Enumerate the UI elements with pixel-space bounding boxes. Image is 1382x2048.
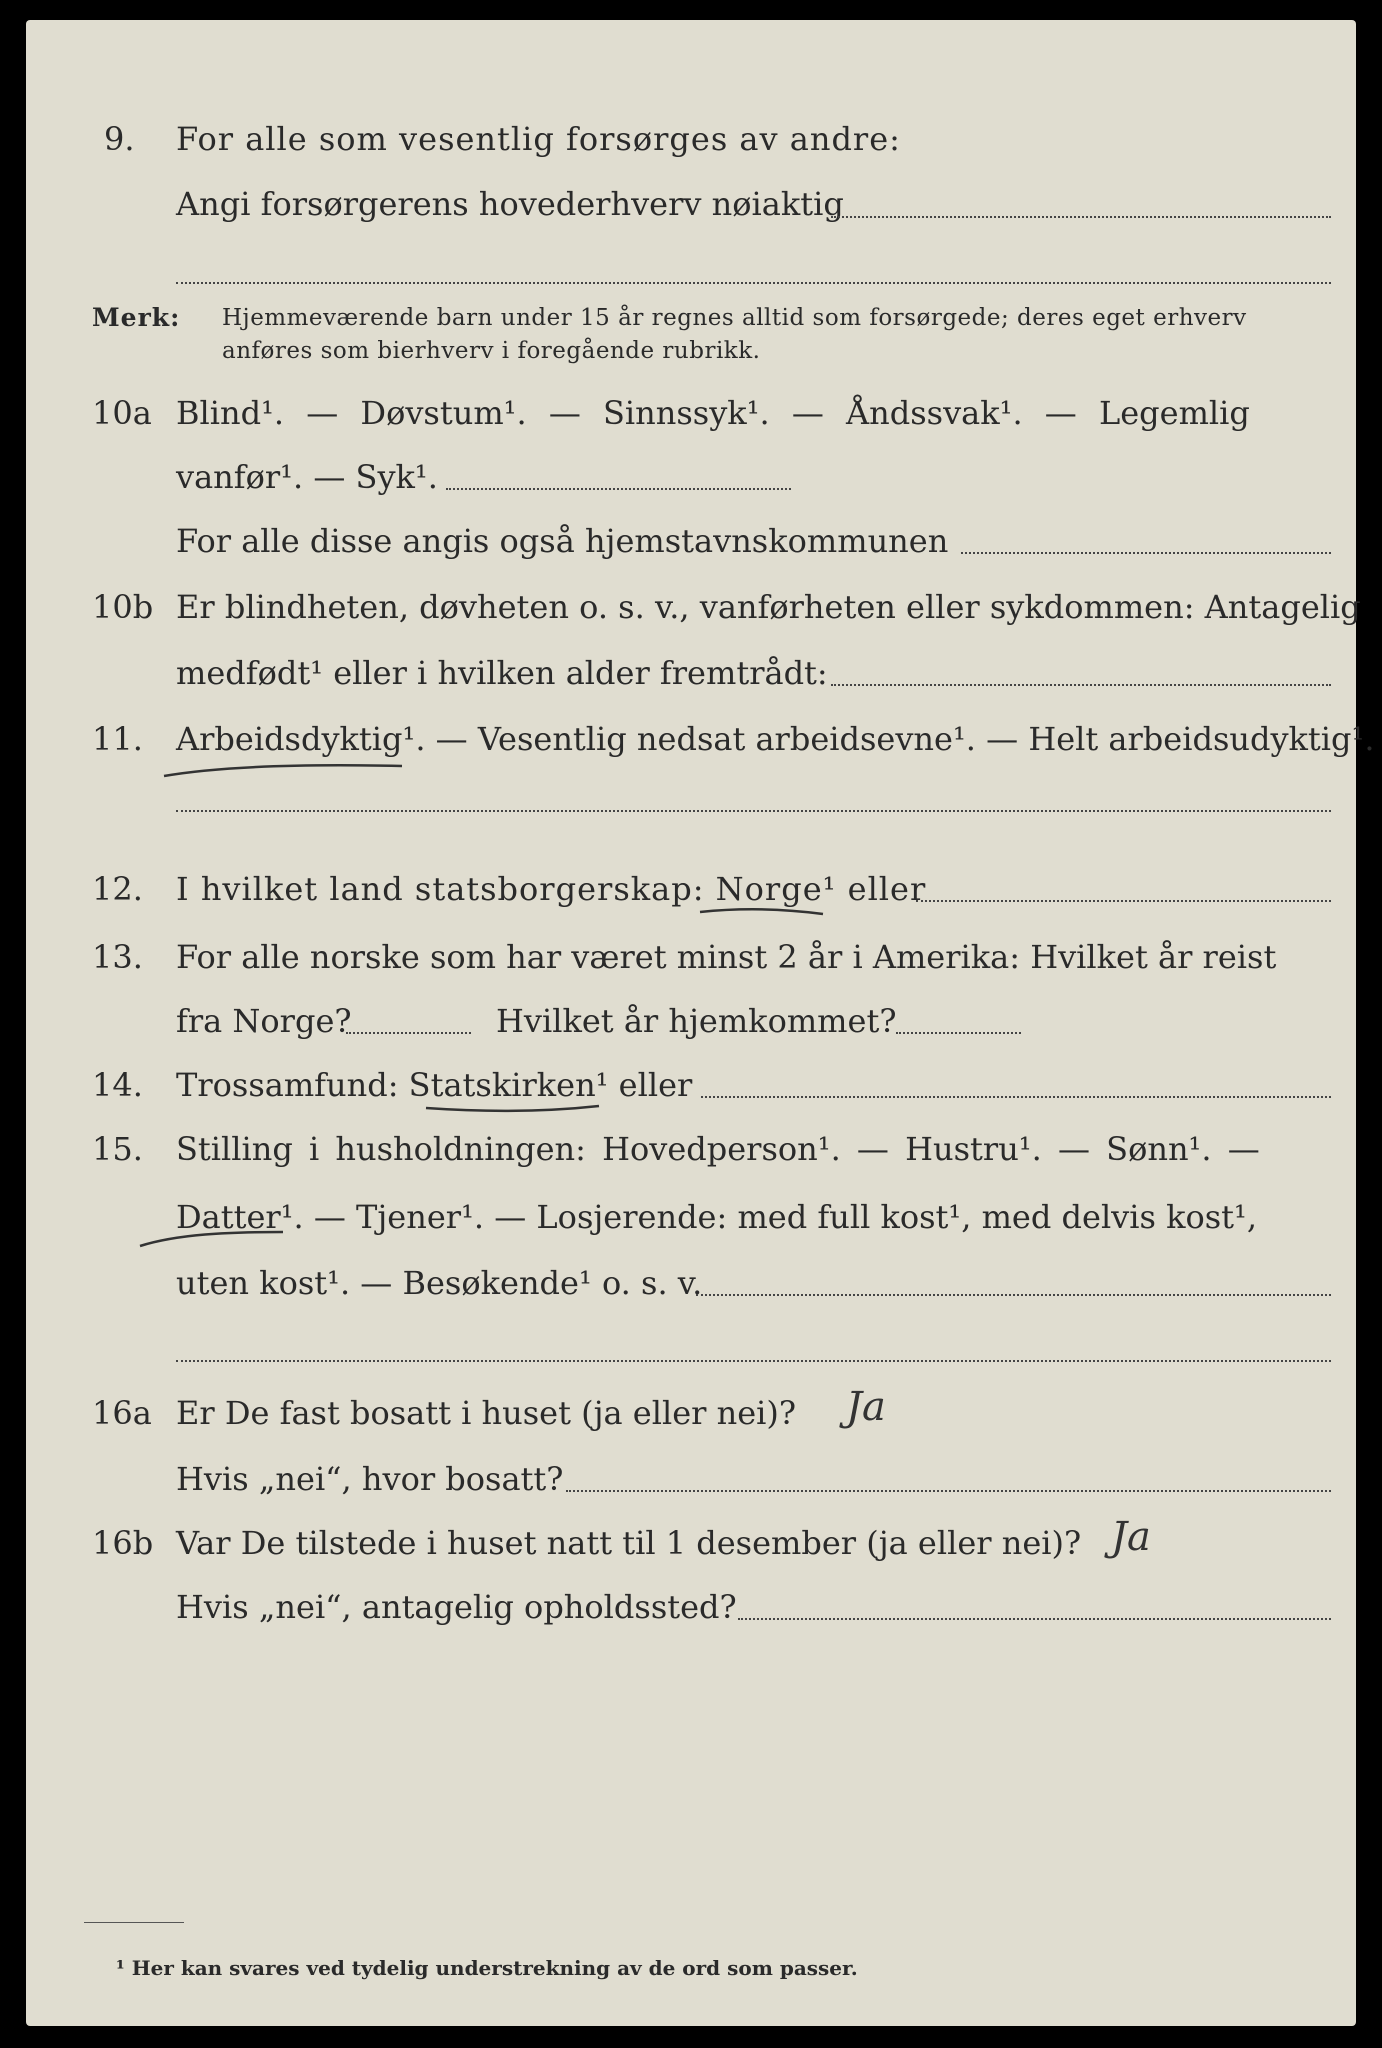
q12-text: I hvilket land statsborgerskap: Norge¹ eller	[176, 870, 927, 908]
q16a-text: Er De fast bosatt i huset (ja eller nei)?	[176, 1394, 797, 1432]
q13-text-2b: Hvilket år hjemkommet?	[496, 1002, 897, 1040]
q12-number: 12.	[92, 870, 143, 908]
q15-text-2: Datter¹. — Tjener¹. — Losjerende: med full kost¹, med delvis kost¹,	[176, 1198, 1258, 1236]
q13-text: For alle norske som har været minst 2 år i Amerika: Hvilket år reist	[176, 938, 1277, 976]
footnote-rule	[84, 1922, 184, 1923]
footnote: ¹ Her kan svares ved tydelig understrekning av de ord som passer.	[116, 1956, 858, 1980]
q15-answer-line	[696, 1294, 1331, 1296]
q15-text-3: uten kost¹. — Besøkende¹ o. s. v.	[176, 1264, 703, 1302]
q10a-number: 10a	[92, 394, 152, 432]
q9-text-2: Angi forsørgerens hovederhverv nøiaktig	[176, 185, 844, 223]
q10a-text-3: For alle disse angis også hjemstavnskommunen	[176, 522, 949, 560]
q10a-hometown-line	[961, 552, 1331, 554]
q15-answer-line-2	[176, 1360, 1331, 1362]
q13-left-year-line	[346, 1032, 471, 1034]
q16b-whereabouts-line	[738, 1618, 1331, 1620]
q11-number: 11.	[92, 720, 143, 758]
q15-number: 15.	[92, 1130, 143, 1168]
q16a-text-2: Hvis „nei“, hvor bosatt?	[176, 1460, 564, 1498]
q10b-text: Er blindheten, døvheten o. s. v., vanførheten eller sykdommen: Antagelig	[176, 588, 1361, 626]
q13-number: 13.	[92, 938, 143, 976]
census-form-page	[26, 20, 1375, 2026]
q10a-answer-line	[446, 488, 791, 490]
q11-handwritten-underline	[162, 758, 412, 788]
q16b-handwritten-answer: Ja	[1111, 1514, 1151, 1560]
q13-text-2a: fra Norge?	[176, 1002, 352, 1040]
q9-number: 9.	[104, 120, 135, 158]
q16a-number: 16a	[92, 1394, 152, 1432]
q16b-text: Var De tilstede i huset natt til 1 desember (ja eller nei)?	[176, 1524, 1082, 1562]
q10a-text-2: vanfør¹. — Syk¹.	[176, 458, 438, 496]
q10b-number: 10b	[92, 588, 154, 626]
q9-answer-line	[831, 216, 1331, 218]
q15-handwritten-underline	[138, 1224, 288, 1254]
q11-answer-line	[176, 810, 1331, 812]
merk-note-line-2: anføres som bierhverv i foregående rubrikk.	[222, 338, 761, 364]
q12-answer-line	[916, 900, 1331, 902]
merk-note-line-1: Hjemmeværende barn under 15 år regnes alltid som forsørgede; deres eget erhverv	[222, 305, 1247, 331]
merk-label: Merk:	[92, 303, 181, 332]
q9-text: For alle som vesentlig forsørges av andre:	[176, 120, 901, 158]
q16b-text-2: Hvis „nei“, antagelig opholdssted?	[176, 1588, 737, 1626]
q14-answer-line	[701, 1096, 1331, 1098]
q10b-answer-line	[831, 684, 1331, 686]
q13-return-year-line	[896, 1032, 1021, 1034]
q14-text: Trossamfund: Statskirken¹ eller	[176, 1066, 693, 1104]
q11-text: Arbeidsdyktig¹. — Vesentlig nedsat arbeidsevne¹. — Helt arbeidsudyktig¹.	[176, 720, 1375, 758]
q10b-text-2: medfødt¹ eller i hvilken alder fremtrådt:	[176, 654, 828, 692]
q16a-handwritten-answer: Ja	[846, 1384, 886, 1430]
q12-handwritten-underline	[698, 906, 828, 926]
q14-handwritten-underline	[424, 1104, 604, 1124]
q16b-number: 16b	[92, 1524, 154, 1562]
q16a-residence-line	[566, 1490, 1331, 1492]
q10a-text: Blind¹. — Døvstum¹. — Sinnssyk¹. — Åndssvak¹. — Legemlig	[176, 394, 1250, 432]
q14-number: 14.	[92, 1066, 143, 1104]
q9-answer-line-2	[176, 282, 1331, 284]
q15-text: Stilling i husholdningen: Hovedperson¹. — Hustru¹. — Sønn¹. —	[176, 1130, 1260, 1168]
